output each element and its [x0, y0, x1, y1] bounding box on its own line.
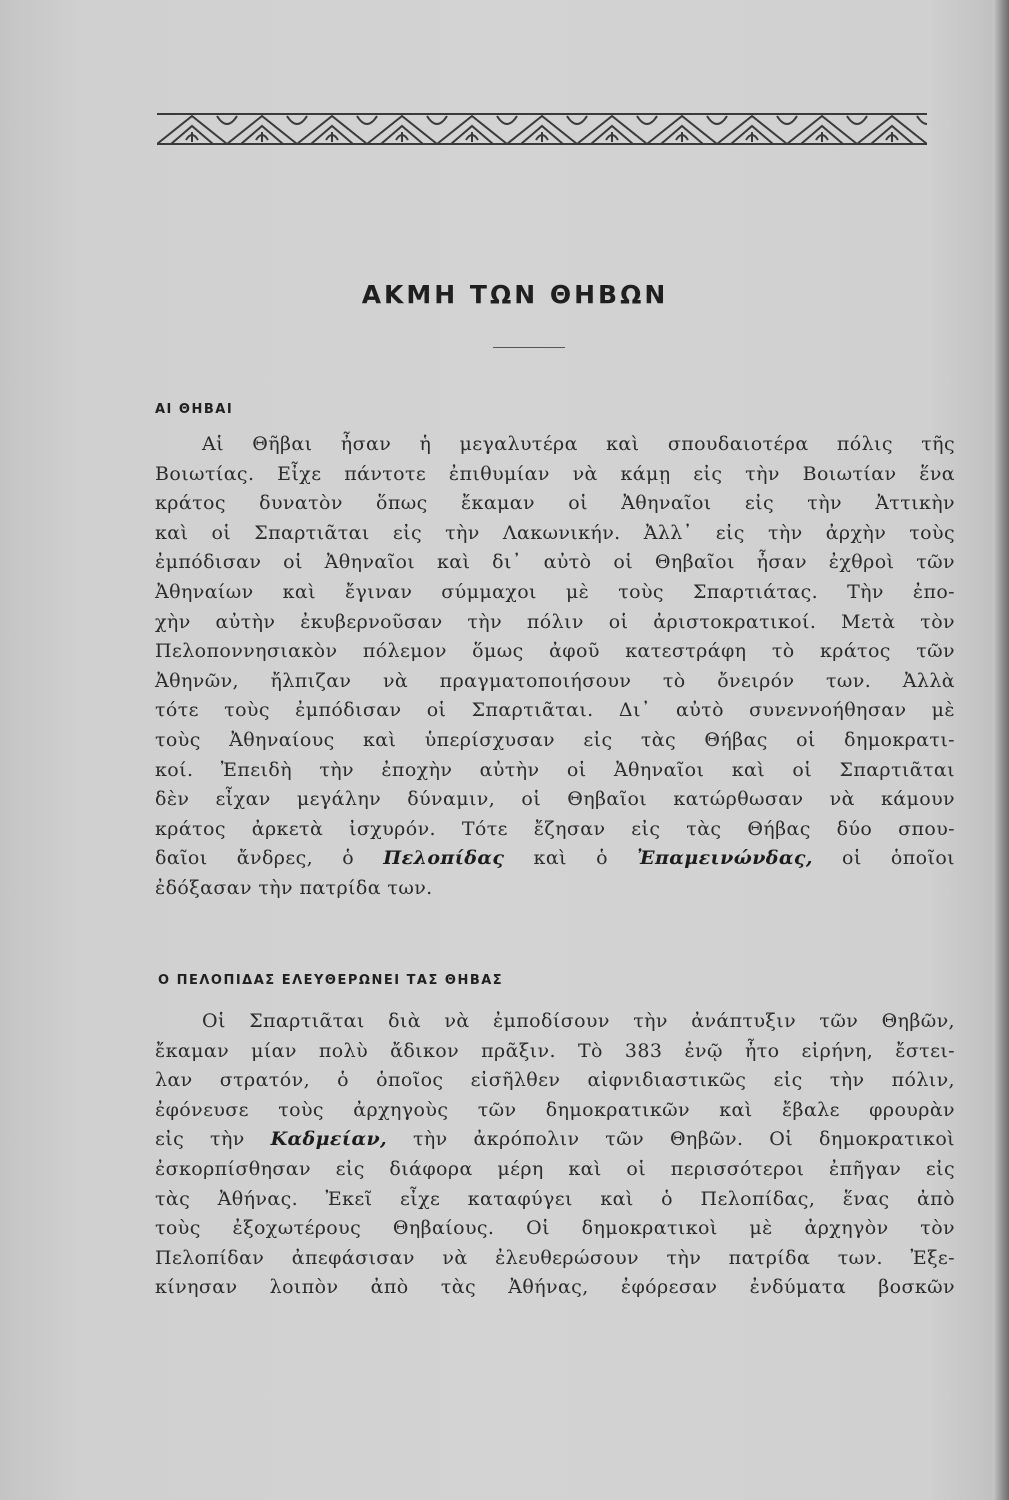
- text-line: κράτος δυνατὸν ὅπως ἔκαμαν οἱ Ἀθηναῖοι εἰς τὴν Ἀττικὴν: [155, 492, 955, 515]
- page-title: ΑΚΜΗ ΤΩΝ ΘΗΒΩΝ: [361, 280, 669, 309]
- text-line-with-names: [155, 844, 955, 874]
- text-fragment: οἱ ὁποῖοι: [842, 847, 956, 870]
- page-binding-edge: [993, 0, 1009, 1500]
- text-line: κοί. Ἐπειδὴ τὴν ἐποχὴν αὐτὴν οἱ Ἀθηναῖοι καὶ οἱ Σπαρτιᾶται: [155, 758, 955, 781]
- title-divider: [493, 347, 565, 348]
- text-fragment: καὶ ὁ: [533, 847, 608, 870]
- text-fragment: δαῖοι ἄνδρες, ὁ: [155, 847, 355, 870]
- section-heading-pelopidas: Ο ΠΕΛΟΠΙΔΑΣ ΕΛΕΥΘΕΡΩΝΕΙ ΤΑΣ ΘΗΒΑΣ: [158, 973, 504, 988]
- text-line: κράτος ἀρκετὰ ἰσχυρόν. Τότε ἔζησαν εἰς τὰς Θήβας δύο σπου-: [155, 817, 955, 840]
- text-line: λαν στρατόν, ὁ ὁποῖος εἰσῆλθεν αἰφνιδιαστικῶς εἰς τὴν πόλιν,: [155, 1069, 955, 1092]
- text-line: Βοιωτίας. Εἶχε πάντοτε ἐπιθυμίαν νὰ κάμῃ εἰς τὴν Βοιωτίαν ἕνα: [155, 462, 955, 485]
- text-line: Πελοποννησιακὸν πόλεμον ὅμως ἀφοῦ κατεστράφη τὸ κράτος τῶν: [155, 640, 955, 663]
- paragraph-thebes: [155, 430, 955, 904]
- text-line: Οἱ Σπαρτιᾶται διὰ νὰ ἐμποδίσουν τὴν ἀνάπτυξιν τῶν Θηβῶν,: [202, 1010, 955, 1032]
- text-line: κίνησαν λοιπὸν ἀπὸ τὰς Ἀθήνας, ἐφόρεσαν ἐνδύματα βοσκῶν: [155, 1276, 955, 1299]
- text-line: τότε τοὺς ἐμπόδισαν οἱ Σπαρτιᾶται. Δι᾽ αὐτὸ συνεννοήθησαν μὲ: [155, 699, 955, 722]
- text-line: Πελοπίδαν ἀπεφάσισαν νὰ ἐλευθερώσουν τὴν πατρίδα των. Ἐξε-: [155, 1246, 955, 1269]
- text-line: χὴν αὐτὴν ἐκυβερνοῦσαν τὴν πόλιν οἱ ἀριστοκρατικοί. Μετὰ τὸν: [155, 610, 955, 633]
- text-line: καὶ οἱ Σπαρτιᾶται εἰς τὴν Λακωνικήν. Ἀλλ᾽ εἰς τὴν ἀρχὴν τοὺς: [155, 521, 955, 544]
- place-name-kadmeia: Καδμείαν,: [270, 1128, 388, 1151]
- text-line: τοὺς Ἀθηναίους καὶ ὑπερίσχυσαν εἰς τὰς Θήβας οἱ δημοκρατι-: [155, 728, 955, 751]
- paragraph-pelopidas: [155, 1007, 955, 1303]
- text-line: Αἱ Θῆβαι ἦσαν ἡ μεγαλυτέρα καὶ σπουδαιοτέρα πόλις τῆς: [202, 433, 955, 455]
- text-line: τοὺς ἐξοχωτέρους Θηβαίους. Οἱ δημοκρατικοὶ μὲ ἀρχηγὸν τὸν: [155, 1217, 955, 1240]
- text-line: ἔκαμαν μίαν πολὺ ἄδικον πρᾶξιν. Τὸ 383 ἐνῷ ἦτο εἰρήνη, ἔστει-: [155, 1039, 955, 1062]
- text-line: ἐμπόδισαν οἱ Ἀθηναῖοι καὶ δι᾽ αὐτὸ οἱ Θηβαῖοι ἦσαν ἐχθροὶ τῶν: [155, 551, 955, 574]
- text-line: ἐδόξασαν τὴν πατρίδα των.: [155, 876, 433, 899]
- text-line-with-place: [155, 1125, 955, 1155]
- text-line: Ἀθηνῶν, ἤλπιζαν νὰ πραγματοποιήσουν τὸ ὄνειρόν των. Ἀλλὰ: [155, 669, 955, 692]
- text-fragment: τὴν ἀκρόπολιν τῶν Θηβῶν. Οἱ δημοκρατικοὶ: [412, 1128, 956, 1151]
- text-line: δὲν εἶχαν μεγάλην δύναμιν, οἱ Θηβαῖοι κατώρθωσαν νὰ κάμουν: [155, 788, 955, 811]
- text-line: ἐφόνευσε τοὺς ἀρχηγοὺς τῶν δημοκρατικῶν καὶ ἔβαλε φρουρὰν: [155, 1098, 955, 1121]
- text-fragment: εἰς τὴν: [155, 1128, 245, 1151]
- greek-key-border-icon: [157, 112, 927, 146]
- person-name-pelopidas: Πελοπίδας: [383, 847, 505, 870]
- person-name-epaminondas: Ἐπαμεινώνδας,: [637, 847, 813, 870]
- section-heading-thebes: ΑΙ ΘΗΒΑΙ: [155, 402, 234, 417]
- text-line: τὰς Ἀθήνας. Ἐκεῖ εἶχε καταφύγει καὶ ὁ Πελοπίδας, ἕνας ἀπὸ: [155, 1187, 955, 1210]
- text-line: ἐσκορπίσθησαν εἰς διάφορα μέρη καὶ οἱ περισσότεροι ἐπῆγαν εἰς: [155, 1157, 955, 1180]
- text-line: Ἀθηναίων καὶ ἔγιναν σύμμαχοι μὲ τοὺς Σπαρτιάτας. Τὴν ἐπο-: [155, 580, 955, 603]
